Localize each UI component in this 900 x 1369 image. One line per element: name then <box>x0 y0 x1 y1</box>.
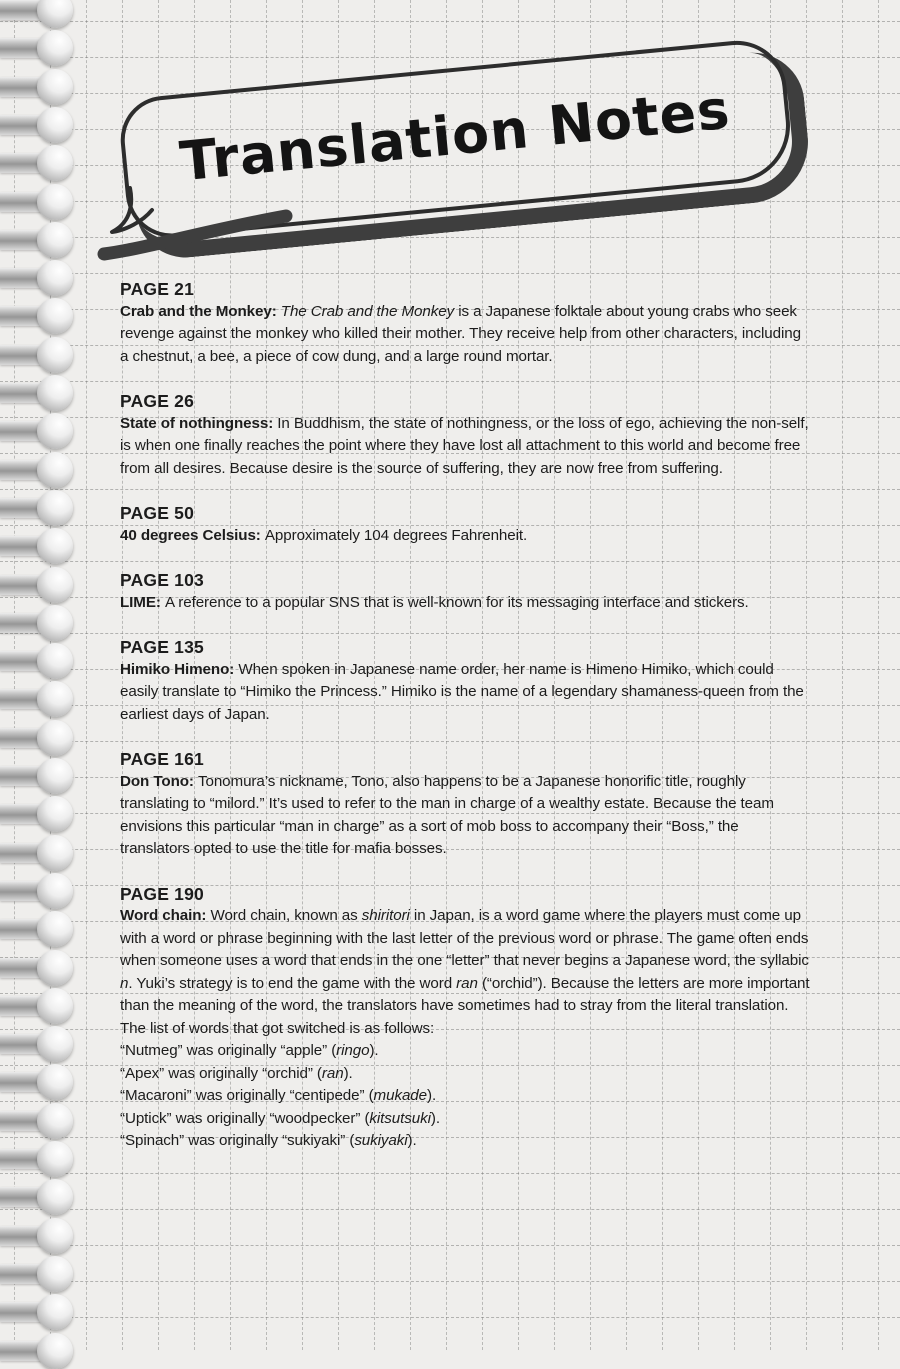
note-paragraph <box>120 771 812 861</box>
word-chain-item <box>120 1108 812 1131</box>
binder-ring-icon <box>0 192 50 212</box>
note-section <box>120 883 812 1153</box>
note-paragraph <box>120 301 812 369</box>
binder-ring-icon <box>0 1341 50 1361</box>
text-run: (“orchid”). Because the letters are more important than the meaning of the word, the translators have sometimes had to stray from the literal translation. The list of words that got switched is as follows: <box>120 974 810 1037</box>
binder-ring-icon <box>0 689 50 709</box>
text-run: in Japan, is a word game where the players must come up with a word or phrase beginning with the last letter of the previous word or phrase. The game often ends when someone uses a word that ends in the one “letter” that never begins a Japanese word, the syllabic <box>120 907 809 969</box>
text-run: State of nothingness: <box>120 414 278 432</box>
binder-ring-icon <box>0 38 50 58</box>
text-run: Himiko Himeno: <box>120 660 239 678</box>
binder-ring-icon <box>0 1149 50 1169</box>
text-run: The Crab and the Monkey <box>280 302 455 320</box>
binder-ring-icon <box>0 421 50 441</box>
word-chain-item <box>120 1063 812 1086</box>
text-run: ). <box>407 1132 417 1149</box>
text-run: A reference to a popular SNS that is well-known for its messaging interface and stickers. <box>164 593 749 611</box>
binder-ring-icon <box>0 804 50 824</box>
text-run: ). <box>430 1109 440 1127</box>
binder-ring-icon <box>0 306 50 326</box>
grid-line <box>0 21 900 22</box>
word-chain-item <box>120 1085 812 1108</box>
binder-ring-icon <box>0 1034 50 1054</box>
page-ref-heading: PAGE 21 <box>120 279 195 299</box>
binder-ring-icon <box>0 919 50 939</box>
text-run: “Uptick” was originally “woodpecker” ( <box>120 1109 370 1127</box>
page-ref-heading: PAGE 135 <box>120 637 204 657</box>
text-run: ). <box>343 1064 353 1082</box>
binder-ring-icon <box>0 996 50 1016</box>
page-ref-heading: PAGE 190 <box>120 883 204 904</box>
binder-ring-icon <box>0 1111 50 1131</box>
note-section <box>120 569 812 614</box>
text-run: “Apex” was originally “orchid” ( <box>120 1064 322 1082</box>
text-run: In Buddhism, the state of nothingness, or the loss of ego, achieving the non-self, is when one finally reaches the point where they have lost all attachment to this world and become free from all desires. Because desire is the source of suffering, they are now free from suffering. <box>120 414 809 477</box>
text-run: shiritori <box>361 907 410 924</box>
text-run: Word chain, known as <box>210 907 362 924</box>
binder-ring-icon <box>0 0 50 20</box>
page-ref-heading: PAGE 103 <box>120 570 204 590</box>
page-ref-heading: PAGE 161 <box>120 749 204 769</box>
binder-ring-icon <box>0 383 50 403</box>
text-run: Word chain: <box>120 907 211 924</box>
text-run: ). <box>369 1042 379 1059</box>
note-section <box>120 636 812 726</box>
binder-ring-icon <box>0 536 50 556</box>
binder-ring-icon <box>0 575 50 595</box>
text-run: ran <box>321 1064 344 1082</box>
page-title: Translation Notes <box>177 77 733 193</box>
text-run: “Macaroni” was originally “centipede” ( <box>120 1087 374 1104</box>
binder-ring-icon <box>0 766 50 786</box>
text-run: is a Japanese folktale about young crabs who seek revenge against the monkey who killed their mother. They receive help from other characters, including a chestnut, a bee, a piece of cow dung, and a large round mortar. <box>120 302 801 365</box>
text-run: ). <box>426 1087 437 1104</box>
text-run: Approximately 104 degrees Fahrenheit. <box>264 526 528 544</box>
note-paragraph <box>120 525 812 548</box>
text-run: kitsutsuki <box>369 1109 431 1127</box>
text-run: Don Tono: <box>120 772 198 790</box>
binder-ring-icon <box>0 268 50 288</box>
text-run: ringo <box>336 1042 370 1059</box>
spiral-binding <box>0 0 90 1350</box>
text-run: . Yuki’s strategy is to end the game with the word <box>128 974 457 992</box>
note-paragraph <box>120 659 812 727</box>
note-section <box>120 502 812 547</box>
grid-line <box>0 1317 900 1318</box>
note-paragraph <box>120 592 812 615</box>
binder-ring-icon <box>0 881 50 901</box>
note-paragraph <box>120 413 812 481</box>
binder-ring-icon <box>0 843 50 863</box>
binder-ring-icon <box>0 498 50 518</box>
binder-ring-icon <box>0 728 50 748</box>
text-run: When spoken in Japanese name order, her name is Himeno Himiko, which could easily translate to “Himiko the Princess.” Himiko is the name of a legendary shamaness-queen from the earliest days of Japan. <box>120 660 804 723</box>
binder-ring-icon <box>0 77 50 97</box>
binder-ring-icon <box>0 1226 50 1246</box>
text-run: mukade <box>373 1087 427 1104</box>
text-run: Tonomura’s nickname, Tono, also happens to be a Japanese honorific title, roughly translating to “milord.” It’s used to refer to the man in charge of a wealthy estate. Because the team envisions this particular “man in charge” as a sort of mob boss to accompany their “Boss,” the translators opted to use the title for mafia bosses. <box>120 772 774 857</box>
grid-line <box>0 273 900 274</box>
grid-line <box>0 1281 900 1282</box>
binder-ring-icon <box>0 958 50 978</box>
binder-ring-icon <box>0 1302 50 1322</box>
grid-line <box>0 1209 900 1210</box>
binder-ring-icon <box>0 345 50 365</box>
binder-ring-icon <box>0 230 50 250</box>
word-chain-item <box>120 1040 812 1063</box>
text-run: Crab and the Monkey: <box>120 302 281 320</box>
binder-ring-icon <box>0 460 50 480</box>
text-run: n <box>120 974 129 992</box>
binder-ring-icon <box>0 651 50 671</box>
text-run: “Spinach” was originally “sukiyaki” ( <box>120 1132 355 1149</box>
grid-line <box>878 0 879 1350</box>
grid-line <box>0 1245 900 1246</box>
note-paragraph <box>120 905 812 1040</box>
text-run: LIME: <box>120 593 165 611</box>
binder-ring-icon <box>0 115 50 135</box>
text-run: sukiyaki <box>354 1132 408 1149</box>
translation-notes <box>120 278 812 1175</box>
binder-ring-icon <box>0 1187 50 1207</box>
grid-line <box>842 0 843 1350</box>
note-section <box>120 390 812 480</box>
page-ref-heading: PAGE 50 <box>120 503 195 523</box>
word-chain-item <box>120 1130 812 1153</box>
text-run: ran <box>456 974 478 992</box>
binder-ring-icon <box>0 1072 50 1092</box>
text-run: 40 degrees Celsius: <box>120 526 265 544</box>
note-section <box>120 278 812 368</box>
text-run: “Nutmeg” was originally “apple” ( <box>120 1042 337 1059</box>
binder-ring-icon <box>0 613 50 633</box>
binder-ring-icon <box>0 153 50 173</box>
page-ref-heading: PAGE 26 <box>120 391 195 411</box>
note-section <box>120 748 812 861</box>
binder-ring-icon <box>0 1264 50 1284</box>
